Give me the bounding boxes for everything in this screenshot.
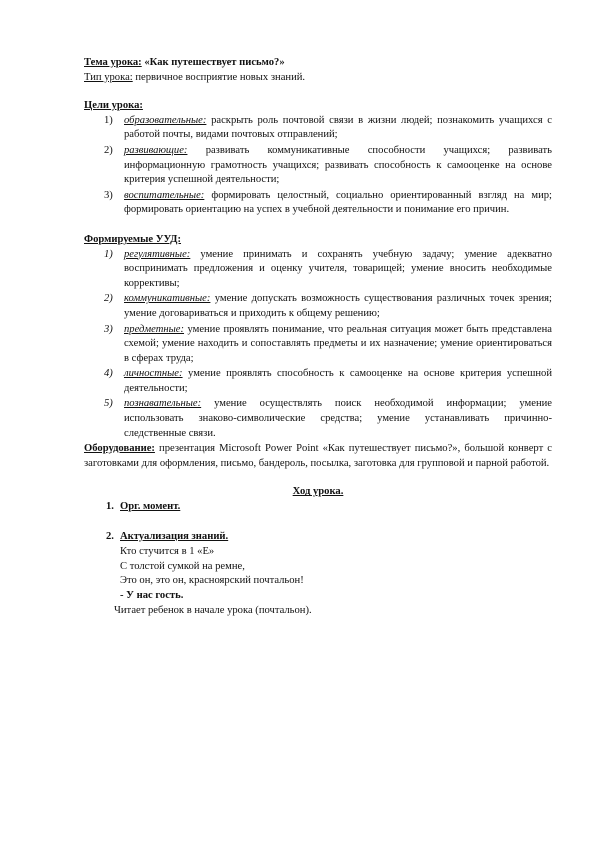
uud-item: 2) коммуникативные: умение допускать возможность существования различных точек зрения; умение договариваться и приходить к общему решению; bbox=[104, 293, 552, 319]
uud-item: 4) личностные: умение проявлять способность к самооценке на основе критерия успешной деятельности; bbox=[104, 368, 552, 394]
uud-list bbox=[84, 248, 552, 442]
lesson-topic bbox=[84, 56, 552, 71]
poem bbox=[84, 545, 552, 603]
equipment-label: Оборудование: bbox=[84, 443, 155, 455]
goal-item: 1) образовательные: раскрыть роль почтовой связи в жизни людей; познакомить учащихся с работой почты, видами почтовых отправлений; bbox=[104, 114, 552, 141]
poem-line: Это он, это он, красноярский почтальон! bbox=[120, 575, 304, 587]
uud-heading: Формируемые УУД: bbox=[84, 233, 182, 245]
uud-item: 5) познавательные: умение осуществлять поиск необходимой информации; умение использовать знаково-символические средства; умение устанавливать причинно-следственные связи. bbox=[104, 398, 552, 439]
goals-heading: Цели урока: bbox=[84, 100, 143, 112]
topic-value: «Как путешествует письмо?» bbox=[144, 57, 285, 68]
equipment-text: презентация Microsoft Power Point «Как путешествует письмо?», большой конверт с заготовками для оформления, письмо, бандероль, посылка, заготовка для групповой и парной работой. bbox=[84, 443, 552, 469]
lesson-step: 1. Орг. момент. bbox=[106, 501, 181, 513]
lesson-steps-2 bbox=[84, 530, 552, 545]
lesson-type bbox=[84, 71, 552, 86]
poem-line: Кто стучится в 1 «Е» bbox=[120, 546, 215, 558]
lesson-progress-heading: Ход урока. bbox=[292, 486, 344, 498]
type-value: первичное восприятие новых знаний. bbox=[135, 71, 306, 83]
lesson-plan-page bbox=[84, 56, 552, 618]
poem-line: С толстой сумкой на ремне, bbox=[120, 560, 245, 572]
goal-item: 2) развивающие: развивать коммуникативные способности учащихся; развивать информационную грамотность учащихся; развивать способность к самооценке на основе критерия успешной деятельности; bbox=[104, 144, 552, 186]
dialog-line: - У нас гость. bbox=[120, 590, 184, 601]
uud-item: 1) регулятивные: умение принимать и сохранять учебную задачу; умение адекватно воспринимать предложения и оценку учителя, товарищей; умение вносить необходимые коррективы; bbox=[104, 248, 552, 289]
equipment-paragraph bbox=[84, 442, 552, 471]
type-label: Тип урока: bbox=[84, 71, 133, 83]
lesson-steps bbox=[84, 500, 552, 515]
topic-label: Тема урока: bbox=[84, 57, 142, 68]
lesson-step: 2. Актуализация знаний. bbox=[106, 530, 229, 542]
goals-list bbox=[84, 114, 552, 218]
uud-item: 3) предметные: умение проявлять понимание, что реальная ситуация может быть представлена схемой; умение находить и сопоставлять предметы и их назначение; умение ориентироваться в сферах труда; bbox=[104, 323, 552, 364]
goal-item: 3) воспитательные: формировать целостный, социально ориентированный взгляд на мир; формировать ориентацию на успех в учебной деятельности и понимание его причин. bbox=[104, 189, 552, 216]
lesson-note: Читает ребенок в начале урока (почтальон). bbox=[114, 604, 312, 616]
